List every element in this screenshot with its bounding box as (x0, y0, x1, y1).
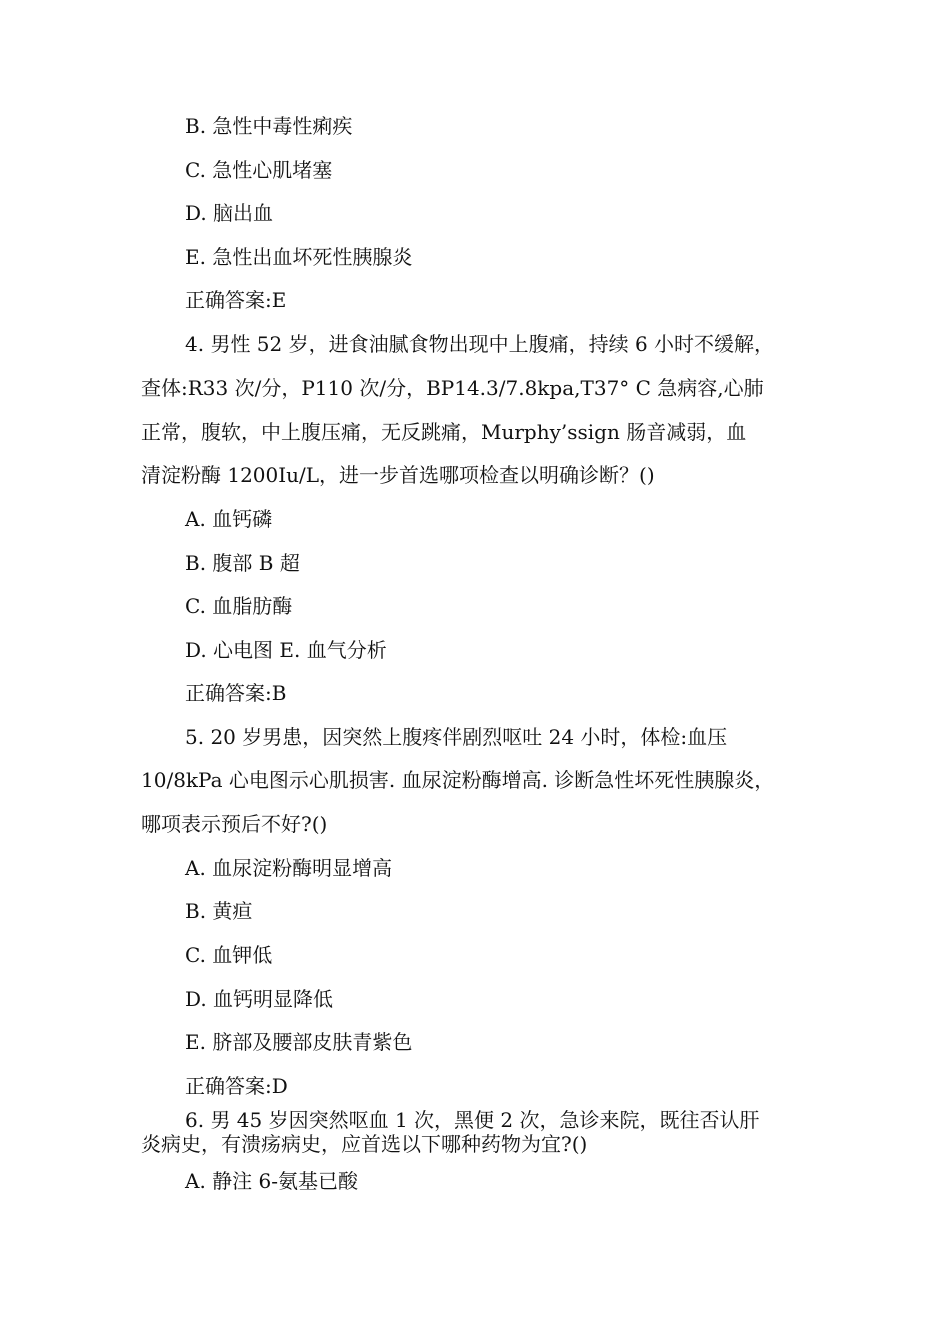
q5-option-e: E. 脐部及腰部皮肤青紫色 (185, 1030, 413, 1054)
q6-stem-line-2: 炎病史，有溃疡病史，应首选以下哪种药物为宜?() (141, 1132, 588, 1156)
q4-answer: 正确答案:B (185, 681, 287, 705)
q3-option-b: B. 急性中毒性痢疾 (185, 114, 353, 138)
q5-option-c: C. 血钾低 (185, 943, 273, 967)
q3-answer: 正确答案:E (185, 288, 287, 312)
q4-option-a: A. 血钙磷 (185, 507, 273, 531)
q4-option-de: D. 心电图 E. 血气分析 (185, 638, 387, 662)
q5-answer: 正确答案:D (185, 1074, 288, 1098)
q4-stem-line-2: 查体:R33 次/分，P110 次/分，BP14.3/7.8kpa,T37° C 急病容,心肺 (141, 376, 764, 400)
q3-option-e: E. 急性出血坏死性胰腺炎 (185, 245, 413, 269)
q3-option-d: D. 脑出血 (185, 201, 274, 225)
q4-option-c: C. 血脂肪酶 (185, 594, 293, 618)
q5-option-a: A. 血尿淀粉酶明显增高 (185, 856, 393, 880)
q5-stem-line-1: 5. 20 岁男患，因突然上腹疼伴剧烈呕吐 24 小时，体检:血压 (185, 725, 728, 749)
q6-stem-line-1: 6. 男 45 岁因突然呕血 1 次，黑便 2 次，急诊来院，既往否认肝 (185, 1108, 760, 1132)
q5-option-b: B. 黄疸 (185, 899, 253, 923)
q5-option-d: D. 血钙明显降低 (185, 987, 334, 1011)
q4-option-b: B. 腹部 B 超 (185, 551, 300, 575)
q5-stem-line-3: 哪项表示预后不好?() (141, 812, 328, 836)
q3-option-c: C. 急性心肌堵塞 (185, 158, 333, 182)
q4-stem-line-1: 4. 男性 52 岁，进食油腻食物出现中上腹痛，持续 6 小时不缓解， (185, 332, 775, 356)
q6-option-a: A. 静注 6-氨基已酸 (185, 1169, 358, 1193)
q4-stem-line-3: 正常，腹软，中上腹压痛，无反跳痛，Murphy’ssign 肠音减弱，血 (141, 420, 747, 444)
q4-stem-line-4: 清淀粉酶 1200Iu/L，进一步首选哪项检查以明确诊断？() (141, 463, 655, 487)
q5-stem-line-2: 10/8kPa 心电图示心肌损害. 血尿淀粉酶增高. 诊断急性坏死性胰腺炎， (141, 768, 775, 792)
